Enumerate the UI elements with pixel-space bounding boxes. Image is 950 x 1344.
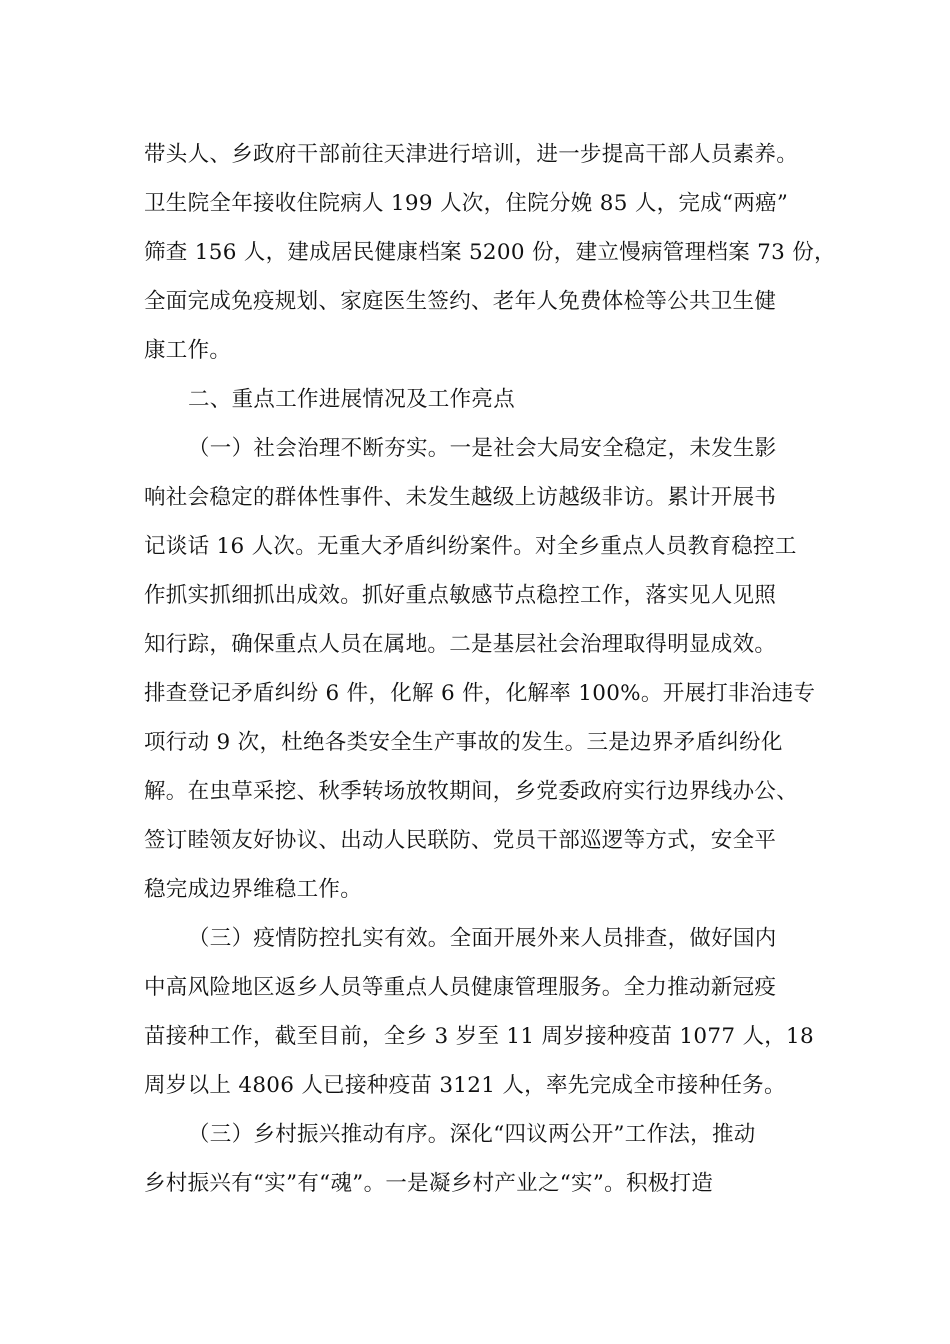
text-line: 解。在虫草采挖、秋季转场放牧期间，乡党委政府实行边界线办公、 <box>144 779 799 804</box>
text-line: 筛查 156 人，建成居民健康档案 5200 份，建立慢病管理档案 73 份， <box>144 240 836 265</box>
text-line: 周岁以上 4806 人已接种疫苗 3121 人，率先完成全市接种任务。 <box>144 1073 786 1098</box>
text-line: 作抓实抓细抓出成效。抓好重点敏感节点稳控工作，落实见人见照 <box>144 583 777 608</box>
text-line: 中高风险地区返乡人员等重点人员健康管理服务。全力推动新冠疫 <box>144 975 777 1000</box>
text-line: 签订睦领友好协议、出动人民联防、党员干部巡逻等方式，安全平 <box>144 828 777 853</box>
text-line: 响社会稳定的群体性事件、未发生越级上访越级非访。累计开展书 <box>144 485 777 510</box>
text-line: 乡村振兴有“实”有“魂”。一是凝乡村产业之“实”。积极打造 <box>144 1171 714 1196</box>
text-line: 全面完成免疫规划、家庭医生签约、老年人免费体检等公共卫生健 <box>144 289 777 314</box>
document-body <box>144 130 836 1208</box>
paragraph-start: （三）疫情防控扎实有效。全面开展外来人员排查，做好国内 <box>188 926 777 951</box>
text-line: 记谈话 16 人次。无重大矛盾纠纷案件。对全乡重点人员教育稳控工 <box>144 534 797 559</box>
paragraph-start: （三）乡村振兴推动有序。深化“四议两公开”工作法，推动 <box>188 1122 756 1147</box>
text-line: 排查登记矛盾纠纷 6 件，化解 6 件，化解率 100%。开展打非治违专 <box>144 681 816 706</box>
text-line: 卫生院全年接收住院病人 199 人次，住院分娩 85 人，完成“两癌” <box>144 191 789 216</box>
text-line: 项行动 9 次，杜绝各类安全生产事故的发生。三是边界矛盾纠纷化 <box>144 730 783 755</box>
text-line: 稳完成边界维稳工作。 <box>144 877 363 902</box>
section-heading: 二、重点工作进展情况及工作亮点 <box>188 387 516 412</box>
paragraph-start: （一）社会治理不断夯实。一是社会大局安全稳定，未发生影 <box>188 436 777 461</box>
text-line: 带头人、乡政府干部前往天津进行培训，进一步提高干部人员素养。 <box>144 142 799 167</box>
text-line: 康工作。 <box>144 338 232 363</box>
text-line: 苗接种工作，截至目前，全乡 3 岁至 11 周岁接种疫苗 1077 人，18 <box>144 1024 815 1049</box>
text-line: 知行踪，确保重点人员在属地。二是基层社会治理取得明显成效。 <box>144 632 777 657</box>
